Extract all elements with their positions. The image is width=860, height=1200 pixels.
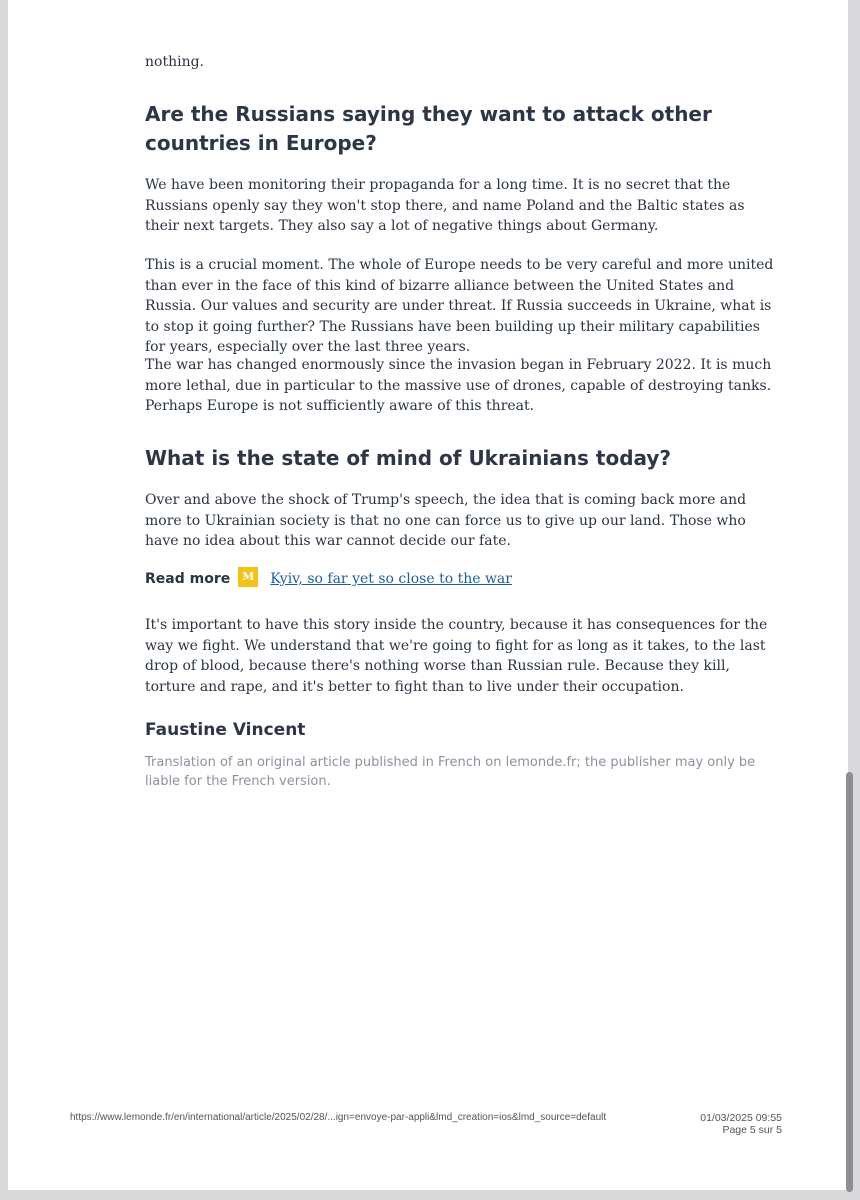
paragraph: We have been monitoring their propaganda for a long time. It is no secret that the Russians openly say they won't stop there, and name Poland and the Baltic states as their next targets. They also say a lot of negative things about Germany. xyxy=(145,177,745,234)
read-more-link[interactable]: Kyiv, so far yet so close to the war xyxy=(270,571,512,587)
document-page xyxy=(8,0,848,1190)
footer-meta xyxy=(700,1112,782,1136)
paragraph: Over and above the shock of Trump's speech, the idea that is coming back more and more to Ukrainian society is that no one can force us to give up our land. Those who have no idea about this war cannot decide our fate. xyxy=(145,492,747,549)
read-more xyxy=(145,569,512,589)
footer-datetime: 01/03/2025 09:55 xyxy=(700,1112,782,1124)
paragraph: The war has changed enormously since the invasion began in February 2022. It is much more lethal, due in particular to the massive use of drones, capable of destroying tanks. Perhaps Europe is not sufficiently aware of this threat. xyxy=(145,357,772,414)
paragraph-tail: nothing. xyxy=(145,54,204,70)
footer-page-number: Page 5 sur 5 xyxy=(722,1124,782,1136)
paragraph: This is a crucial moment. The whole of Europe needs to be very careful and more united than ever in the face of this kind of bizarre alliance between the United States and Russia. Our values and security are under threat. If Russia succeeds in Ukraine, what is to stop it going further? The Russians have been building up their military capabilities for years, especially over the last three years. xyxy=(145,257,774,355)
paragraph: It's important to have this story inside the country, because it has consequences for the way we fight. We understand that we're going to fight for as long as it takes, to the last drop of blood, because there's nothing worse than Russian rule. Because they kill, torture and rape, and it's better to fight than to live under their occupation. xyxy=(145,617,768,695)
section-heading-russians: Are the Russians saying they want to attack other countries in Europe? xyxy=(145,102,712,155)
author-name: Faustine Vincent xyxy=(145,720,306,740)
read-more-label: Read more xyxy=(145,571,231,587)
le-monde-logo-icon: M xyxy=(238,567,258,587)
translation-note: Translation of an original article published in French on lemonde.fr; the publisher may only be liable for the French version. xyxy=(145,755,756,789)
footer-url: https://www.lemonde.fr/en/international/article/2025/02/28/...ign=envoye-par-appli&lmd_creation=ios&lmd_source=default xyxy=(70,1112,607,1123)
scrollbar-thumb[interactable] xyxy=(846,772,853,1192)
section-heading-state-of-mind: What is the state of mind of Ukrainians today? xyxy=(145,446,672,470)
